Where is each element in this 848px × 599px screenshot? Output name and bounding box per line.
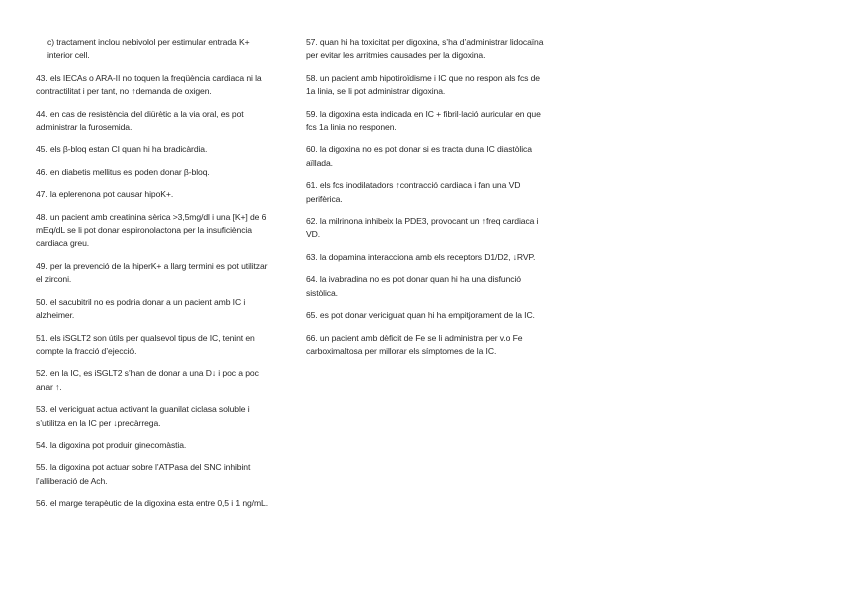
list-item: 47. la eplerenona pot causar hipoK+. [36, 189, 174, 200]
list-item: 61. els fcs inodilatadors ↑contracció cardiaca i fan una VD perifèrica. [306, 180, 521, 204]
list-item: 56. el marge terapèutic de la digoxina esta entre 0,5 i 1 ng/mL. [36, 498, 268, 509]
right-column [306, 36, 546, 367]
list-item: 64. la ivabradina no es pot donar quan hi ha una disfunció sistòlica. [306, 274, 521, 298]
list-item: 55. la digoxina pot actuar sobre l’ATPasa del SNC inhibint l’alliberació de Ach. [36, 462, 251, 486]
list-item: 54. la digoxina pot produir ginecomàstia. [36, 439, 187, 450]
list-item: 49. per la prevenció de la hiperK+ a llarg termini es pot utilitzar el zirconi. [36, 260, 268, 285]
list-item: 63. la dopamina interacciona amb els receptors D1/D2, ↓RVP. [306, 251, 536, 262]
list-item: 65. es pot donar vericiguat quan hi ha empitjorament de la IC. [306, 310, 535, 321]
list-item: 43. els IECAs o ARA-II no toquen la freqüència cardiaca ni la contractilitat i per tant, no ↑demanda de oxigen. [36, 72, 262, 97]
list-item: c) tractament inclou nebivolol per estimular entrada K+ interior cell. [47, 37, 250, 61]
list-item: 45. els β-bloq estan CI quan hi ha bradicàrdia. [36, 144, 208, 155]
list-item: 46. en diabetis mellitus es poden donar β-bloq. [36, 166, 210, 177]
left-column [36, 36, 276, 520]
list-item: 62. la milrinona inhibeix la PDE3, provocant un ↑freq cardiaca i VD. [306, 216, 539, 240]
list-item: 59. la digoxina esta indicada en IC + fibril·lació auricular en que fcs 1a linia no responen. [306, 108, 541, 133]
list-item: 52. en la IC, es iSGLT2 s’han de donar a una D↓ i poc a poc anar ↑. [36, 368, 259, 392]
list-item: 53. el vericiguat actua activant la guanilat ciclasa soluble i s’utilitza en la IC per ↓precàrrega. [36, 404, 250, 428]
list-item: 66. un pacient amb dèficit de Fe se li administra per v.o Fe carboximaltosa per millorar els símptomes de la IC. [306, 332, 523, 356]
list-item: 44. en cas de resistència del diürètic a la via oral, es pot administrar la furosemida. [36, 108, 244, 133]
list-item: 51. els iSGLT2 son útils per qualsevol tipus de IC, tenint en compte la fracció d’ejecció. [36, 332, 255, 356]
list-item: 48. un pacient amb creatinina sèrica >3,5mg/dl i una [K+] de 6 mEq/dL se li pot donar espironolactona per la insuficiència cardiaca greu. [36, 211, 267, 249]
list-item: 50. el sacubitril no es podria donar a un pacient amb IC i alzheimer. [36, 296, 246, 321]
list-item: 58. un pacient amb hipotiroïdisme i IC que no respon als fcs de 1a linia, se li pot administrar digoxina. [306, 72, 540, 97]
list-item: 57. quan hi ha toxicitat per digoxina, s’ha d’administrar lidocaïna per evitar les arritmies causades per la digoxina. [306, 37, 544, 61]
list-item: 60. la digoxina no es pot donar si es tracta duna IC diastòlica aïllada. [306, 144, 532, 168]
